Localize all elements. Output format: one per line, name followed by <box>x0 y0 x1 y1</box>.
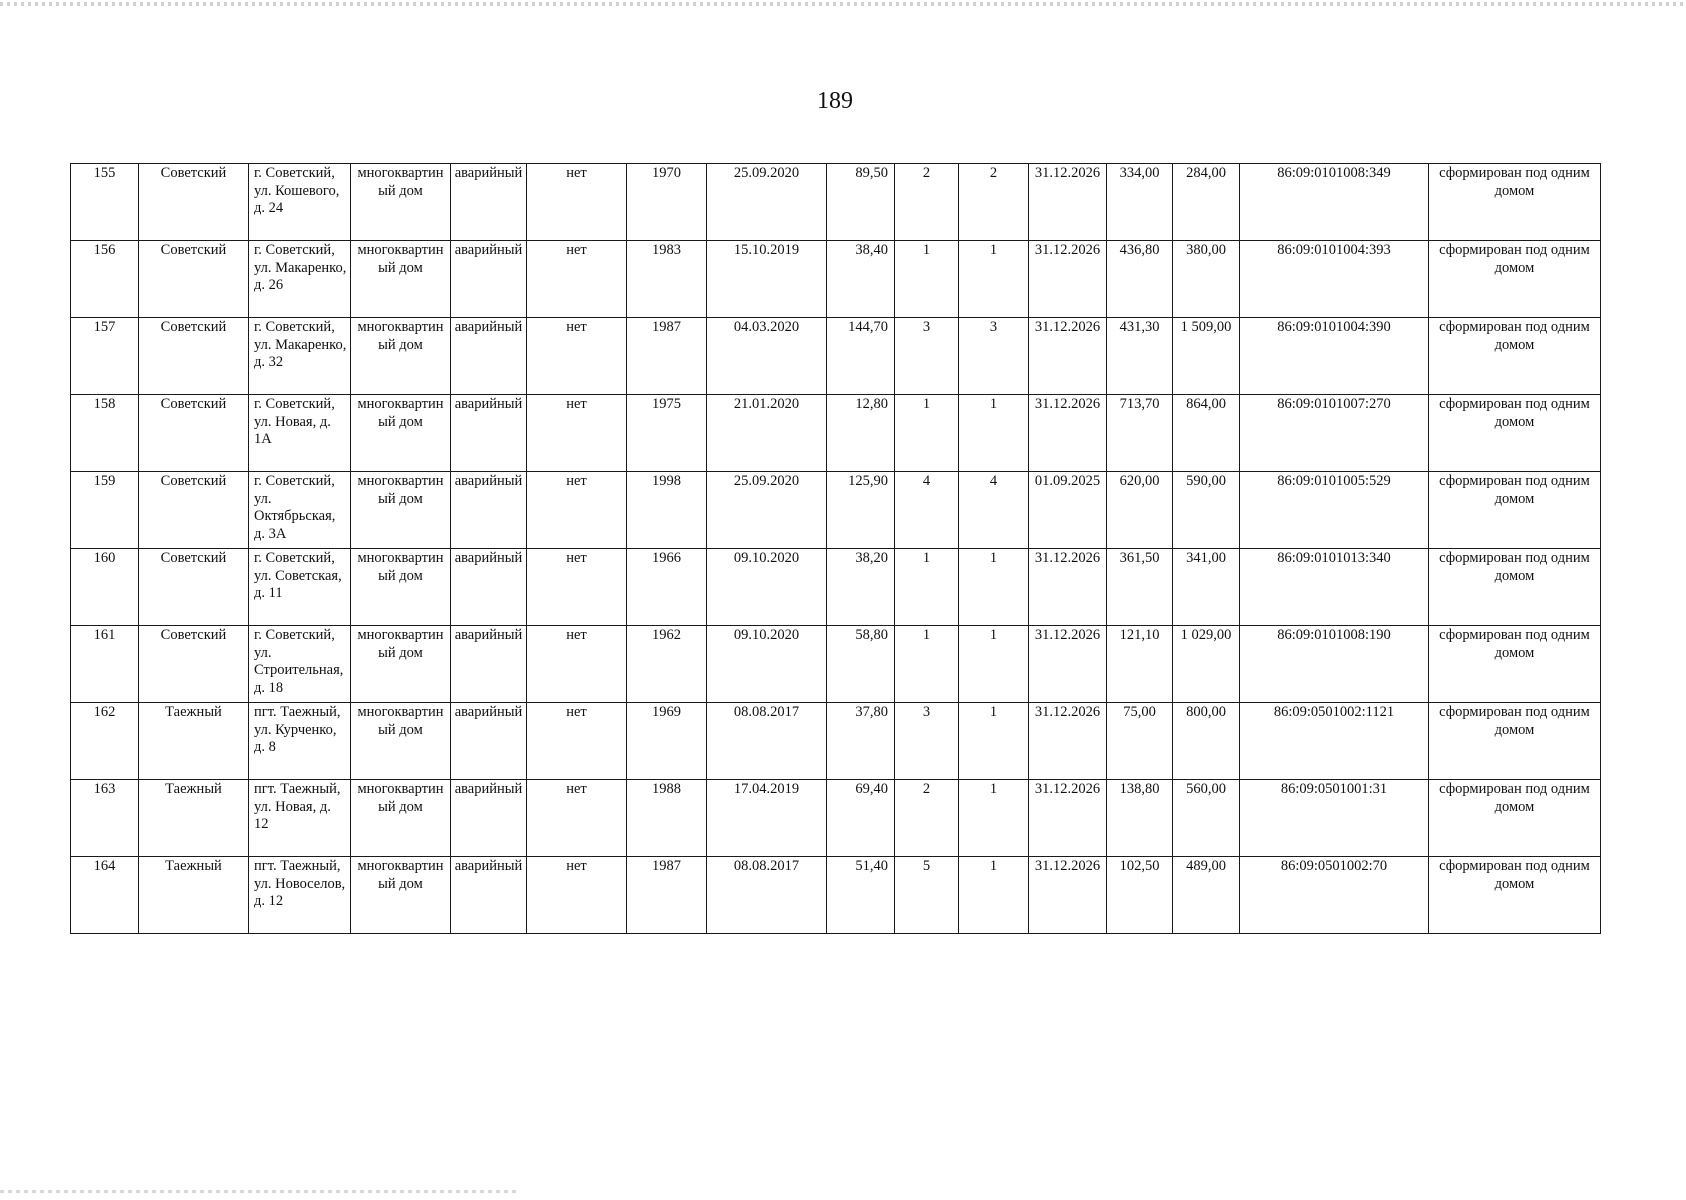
value-1-cell: 102,50 <box>1107 857 1173 934</box>
value-2-cell: 489,00 <box>1173 857 1240 934</box>
table-body <box>71 164 1601 934</box>
area-cell: 89,50 <box>827 164 895 241</box>
count-1-cell: 1 <box>895 241 959 318</box>
settlement-cell: Таежный <box>139 703 249 780</box>
cadastral-number-cell: 86:09:0101007:270 <box>1240 395 1429 472</box>
deadline-cell: 01.09.2025 <box>1029 472 1107 549</box>
cadastral-number-cell: 86:09:0501002:1121 <box>1240 703 1429 780</box>
cadastral-number-cell: 86:09:0501002:70 <box>1240 857 1429 934</box>
address-cell: г. Советский, ул. Октябрьская, д. 3А <box>249 472 351 549</box>
condition-cell: аварийный <box>451 164 527 241</box>
value-2-cell: 864,00 <box>1173 395 1240 472</box>
row-number-cell: 158 <box>71 395 139 472</box>
building-type-cell: многоквартиный дом <box>351 857 451 934</box>
area-cell: 37,80 <box>827 703 895 780</box>
row-number-cell: 161 <box>71 626 139 703</box>
note-cell: сформирован под одним домом <box>1429 857 1601 934</box>
condition-cell: аварийный <box>451 241 527 318</box>
count-2-cell: 4 <box>959 472 1029 549</box>
flag-cell: нет <box>527 626 627 703</box>
value-2-cell: 800,00 <box>1173 703 1240 780</box>
table-row <box>71 472 1601 549</box>
row-number-cell: 159 <box>71 472 139 549</box>
count-1-cell: 5 <box>895 857 959 934</box>
area-cell: 125,90 <box>827 472 895 549</box>
address-cell: пгт. Таежный, ул. Новая, д. 12 <box>249 780 351 857</box>
count-2-cell: 1 <box>959 549 1029 626</box>
row-number-cell: 155 <box>71 164 139 241</box>
count-2-cell: 1 <box>959 241 1029 318</box>
cadastral-number-cell: 86:09:0101008:190 <box>1240 626 1429 703</box>
deadline-cell: 31.12.2026 <box>1029 626 1107 703</box>
table-row <box>71 241 1601 318</box>
note-cell: сформирован под одним домом <box>1429 472 1601 549</box>
condition-cell: аварийный <box>451 857 527 934</box>
deadline-cell: 31.12.2026 <box>1029 164 1107 241</box>
recognition-date-cell: 17.04.2019 <box>707 780 827 857</box>
flag-cell: нет <box>527 241 627 318</box>
address-cell: г. Советский, ул. Кошевого, д. 24 <box>249 164 351 241</box>
count-2-cell: 3 <box>959 318 1029 395</box>
settlement-cell: Советский <box>139 395 249 472</box>
table-row <box>71 780 1601 857</box>
settlement-cell: Советский <box>139 241 249 318</box>
building-type-cell: многоквартиный дом <box>351 626 451 703</box>
note-cell: сформирован под одним домом <box>1429 549 1601 626</box>
note-cell: сформирован под одним домом <box>1429 395 1601 472</box>
value-1-cell: 138,80 <box>1107 780 1173 857</box>
deadline-cell: 31.12.2026 <box>1029 395 1107 472</box>
value-2-cell: 284,00 <box>1173 164 1240 241</box>
flag-cell: нет <box>527 549 627 626</box>
deadline-cell: 31.12.2026 <box>1029 857 1107 934</box>
page-number: 189 <box>817 88 853 114</box>
building-type-cell: многоквартиный дом <box>351 241 451 318</box>
note-cell: сформирован под одним домом <box>1429 626 1601 703</box>
recognition-date-cell: 25.09.2020 <box>707 164 827 241</box>
address-cell: пгт. Таежный, ул. Курченко, д. 8 <box>249 703 351 780</box>
count-2-cell: 1 <box>959 857 1029 934</box>
deadline-cell: 31.12.2026 <box>1029 318 1107 395</box>
count-1-cell: 3 <box>895 318 959 395</box>
value-1-cell: 361,50 <box>1107 549 1173 626</box>
count-1-cell: 1 <box>895 626 959 703</box>
table-row <box>71 703 1601 780</box>
count-2-cell: 1 <box>959 626 1029 703</box>
row-number-cell: 164 <box>71 857 139 934</box>
settlement-cell: Советский <box>139 549 249 626</box>
recognition-date-cell: 09.10.2020 <box>707 549 827 626</box>
building-type-cell: многоквартиный дом <box>351 780 451 857</box>
cadastral-number-cell: 86:09:0101004:390 <box>1240 318 1429 395</box>
address-cell: г. Советский, ул. Макаренко, д. 32 <box>249 318 351 395</box>
area-cell: 38,40 <box>827 241 895 318</box>
value-1-cell: 713,70 <box>1107 395 1173 472</box>
year-built-cell: 1966 <box>627 549 707 626</box>
count-1-cell: 2 <box>895 164 959 241</box>
table-row <box>71 549 1601 626</box>
deadline-cell: 31.12.2026 <box>1029 703 1107 780</box>
value-2-cell: 1 029,00 <box>1173 626 1240 703</box>
flag-cell: нет <box>527 395 627 472</box>
condition-cell: аварийный <box>451 472 527 549</box>
settlement-cell: Таежный <box>139 857 249 934</box>
address-cell: г. Советский, ул. Строительная, д. 18 <box>249 626 351 703</box>
value-2-cell: 341,00 <box>1173 549 1240 626</box>
count-2-cell: 1 <box>959 780 1029 857</box>
flag-cell: нет <box>527 780 627 857</box>
table-row <box>71 318 1601 395</box>
value-1-cell: 121,10 <box>1107 626 1173 703</box>
cadastral-number-cell: 86:09:0101008:349 <box>1240 164 1429 241</box>
recognition-date-cell: 15.10.2019 <box>707 241 827 318</box>
flag-cell: нет <box>527 164 627 241</box>
value-1-cell: 436,80 <box>1107 241 1173 318</box>
row-number-cell: 160 <box>71 549 139 626</box>
recognition-date-cell: 04.03.2020 <box>707 318 827 395</box>
area-cell: 69,40 <box>827 780 895 857</box>
count-1-cell: 2 <box>895 780 959 857</box>
condition-cell: аварийный <box>451 549 527 626</box>
address-cell: пгт. Таежный, ул. Новоселов, д. 12 <box>249 857 351 934</box>
count-1-cell: 1 <box>895 549 959 626</box>
flag-cell: нет <box>527 703 627 780</box>
scan-edge-bottom <box>0 1190 520 1193</box>
settlement-cell: Советский <box>139 164 249 241</box>
deadline-cell: 31.12.2026 <box>1029 241 1107 318</box>
recognition-date-cell: 08.08.2017 <box>707 703 827 780</box>
year-built-cell: 1987 <box>627 318 707 395</box>
cadastral-number-cell: 86:09:0101004:393 <box>1240 241 1429 318</box>
housing-register-table <box>70 163 1601 934</box>
value-1-cell: 334,00 <box>1107 164 1173 241</box>
note-cell: сформирован под одним домом <box>1429 241 1601 318</box>
flag-cell: нет <box>527 857 627 934</box>
row-number-cell: 156 <box>71 241 139 318</box>
address-cell: г. Советский, ул. Советская, д. 11 <box>249 549 351 626</box>
table-row <box>71 395 1601 472</box>
condition-cell: аварийный <box>451 703 527 780</box>
cadastral-number-cell: 86:09:0101013:340 <box>1240 549 1429 626</box>
building-type-cell: многоквартиный дом <box>351 395 451 472</box>
building-type-cell: многоквартиный дом <box>351 472 451 549</box>
address-cell: г. Советский, ул. Новая, д. 1А <box>249 395 351 472</box>
scan-edge-top <box>0 2 1686 6</box>
count-1-cell: 3 <box>895 703 959 780</box>
area-cell: 38,20 <box>827 549 895 626</box>
cadastral-number-cell: 86:09:0101005:529 <box>1240 472 1429 549</box>
condition-cell: аварийный <box>451 395 527 472</box>
condition-cell: аварийный <box>451 318 527 395</box>
row-number-cell: 162 <box>71 703 139 780</box>
area-cell: 12,80 <box>827 395 895 472</box>
value-1-cell: 431,30 <box>1107 318 1173 395</box>
value-2-cell: 590,00 <box>1173 472 1240 549</box>
flag-cell: нет <box>527 318 627 395</box>
value-1-cell: 620,00 <box>1107 472 1173 549</box>
count-1-cell: 1 <box>895 395 959 472</box>
year-built-cell: 1988 <box>627 780 707 857</box>
year-built-cell: 1975 <box>627 395 707 472</box>
settlement-cell: Советский <box>139 626 249 703</box>
row-number-cell: 157 <box>71 318 139 395</box>
count-1-cell: 4 <box>895 472 959 549</box>
settlement-cell: Таежный <box>139 780 249 857</box>
recognition-date-cell: 21.01.2020 <box>707 395 827 472</box>
value-1-cell: 75,00 <box>1107 703 1173 780</box>
settlement-cell: Советский <box>139 472 249 549</box>
area-cell: 51,40 <box>827 857 895 934</box>
year-built-cell: 1998 <box>627 472 707 549</box>
deadline-cell: 31.12.2026 <box>1029 780 1107 857</box>
value-2-cell: 560,00 <box>1173 780 1240 857</box>
year-built-cell: 1962 <box>627 626 707 703</box>
year-built-cell: 1983 <box>627 241 707 318</box>
recognition-date-cell: 08.08.2017 <box>707 857 827 934</box>
cadastral-number-cell: 86:09:0501001:31 <box>1240 780 1429 857</box>
settlement-cell: Советский <box>139 318 249 395</box>
recognition-date-cell: 25.09.2020 <box>707 472 827 549</box>
year-built-cell: 1970 <box>627 164 707 241</box>
area-cell: 58,80 <box>827 626 895 703</box>
building-type-cell: многоквартиный дом <box>351 703 451 780</box>
deadline-cell: 31.12.2026 <box>1029 549 1107 626</box>
count-2-cell: 1 <box>959 395 1029 472</box>
table-row <box>71 626 1601 703</box>
value-2-cell: 380,00 <box>1173 241 1240 318</box>
area-cell: 144,70 <box>827 318 895 395</box>
note-cell: сформирован под одним домом <box>1429 703 1601 780</box>
year-built-cell: 1969 <box>627 703 707 780</box>
building-type-cell: многоквартиный дом <box>351 549 451 626</box>
year-built-cell: 1987 <box>627 857 707 934</box>
note-cell: сформирован под одним домом <box>1429 164 1601 241</box>
flag-cell: нет <box>527 472 627 549</box>
count-2-cell: 2 <box>959 164 1029 241</box>
address-cell: г. Советский, ул. Макаренко, д. 26 <box>249 241 351 318</box>
count-2-cell: 1 <box>959 703 1029 780</box>
note-cell: сформирован под одним домом <box>1429 780 1601 857</box>
table-row <box>71 857 1601 934</box>
note-cell: сформирован под одним домом <box>1429 318 1601 395</box>
row-number-cell: 163 <box>71 780 139 857</box>
condition-cell: аварийный <box>451 626 527 703</box>
building-type-cell: многоквартиный дом <box>351 318 451 395</box>
table-row <box>71 164 1601 241</box>
value-2-cell: 1 509,00 <box>1173 318 1240 395</box>
building-type-cell: многоквартиный дом <box>351 164 451 241</box>
recognition-date-cell: 09.10.2020 <box>707 626 827 703</box>
condition-cell: аварийный <box>451 780 527 857</box>
